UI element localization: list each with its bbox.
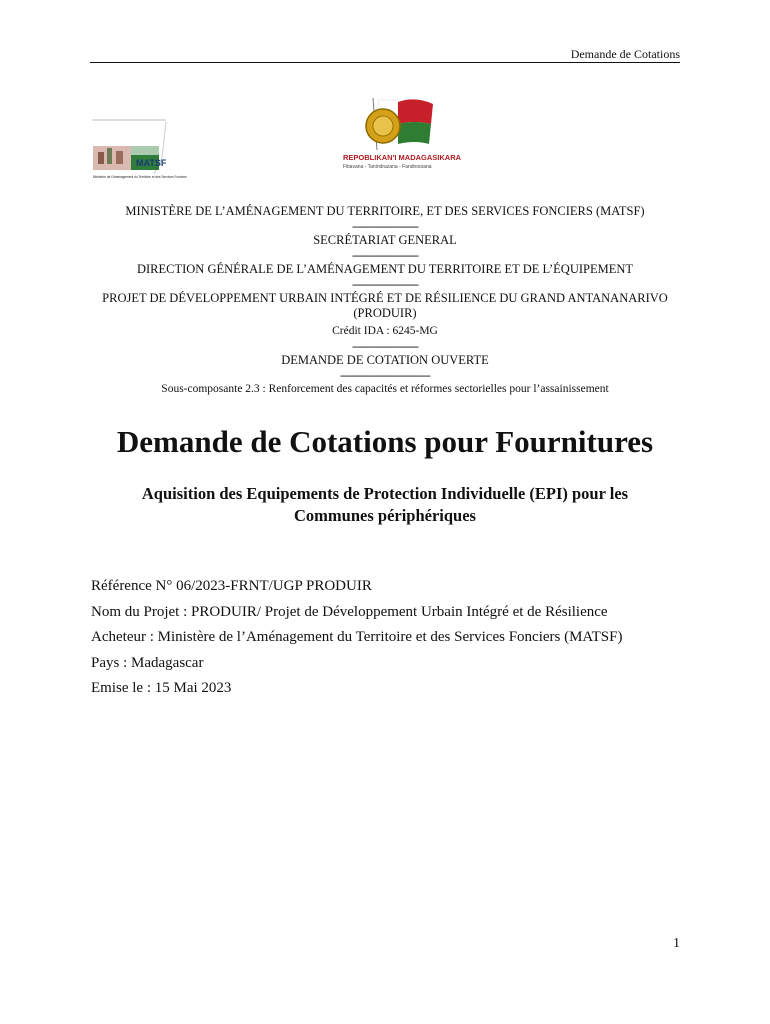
separator: ---------------------- (352, 276, 418, 291)
madagascar-seal-logo (335, 92, 470, 172)
credit-reference: Crédit IDA : 6245-MG (332, 325, 438, 337)
svg-text:Fitiavana - Tanindrazana - Fan: Fitiavana - Tanindrazana - Fandrosoana (343, 164, 432, 170)
request-type: DEMANDE DE COTATION OUVERTE (281, 353, 489, 367)
ministry-header (60, 204, 710, 397)
general-directorate: DIRECTION GÉNÉRALE DE L’AMÉNAGEMENT DU TERRITOIRE ET DE L’ÉQUIPEMENT (136, 262, 634, 276)
project-name: PROJET DE DÉVELOPPEMENT URBAIN INTÉGRÉ ET DE RÉSILIENCE DU GRAND ANTANANARIVO (PRODUIR) (102, 291, 668, 320)
document-info (91, 574, 622, 702)
country-line: Pays : Madagascar (91, 654, 204, 671)
ministry-name: MINISTÈRE DE L’AMÉNAGEMENT DU TERRITOIRE, ET DES SERVICES FONCIERS (MATSF) (125, 204, 645, 218)
issue-date-line: Emise le : 15 Mai 2023 (91, 680, 232, 696)
page-number: 1 (673, 936, 680, 951)
matsf-logo (90, 118, 187, 190)
svg-text:MATSF: MATSF (136, 158, 167, 168)
svg-text:REPOBLIKAN'I MADAGASIKARA: REPOBLIKAN'I MADAGASIKARA (343, 153, 462, 162)
sub-component: Sous-composante 2.3 : Renforcement des capacités et réformes sectorielles pour l’assainissement (161, 383, 609, 395)
header-rule (90, 62, 680, 63)
separator: ---------------------- (352, 338, 418, 353)
reference-line: Référence N° 06/2023-FRNT/UGP PRODUIR (91, 578, 372, 594)
document-subtitle: Aquisition des Equipements de Protection Individuelle (EPI) pour les Communes périphériques (141, 484, 629, 525)
svg-text:Ministère de l'Aménagement du: Ministère de l'Aménagement du Territoire et des Services Fonciers (93, 175, 187, 179)
buyer-line: Acheteur : Ministère de l’Aménagement du Territoire et des Services Fonciers (MATSF) (91, 629, 623, 645)
project-line: Nom du Projet : PRODUIR/ Projet de Développement Urbain Intégré et de Résilience (91, 603, 608, 620)
running-header-title: Demande de Cotations (570, 47, 680, 61)
separator: ---------------------- (352, 218, 418, 233)
separator: ------------------------------ (340, 367, 430, 382)
document-title: Demande de Cotations pour Fournitures (116, 424, 654, 459)
general-secretariat: SECRÉTARIAT GENERAL (313, 233, 457, 247)
separator: ---------------------- (352, 247, 418, 262)
